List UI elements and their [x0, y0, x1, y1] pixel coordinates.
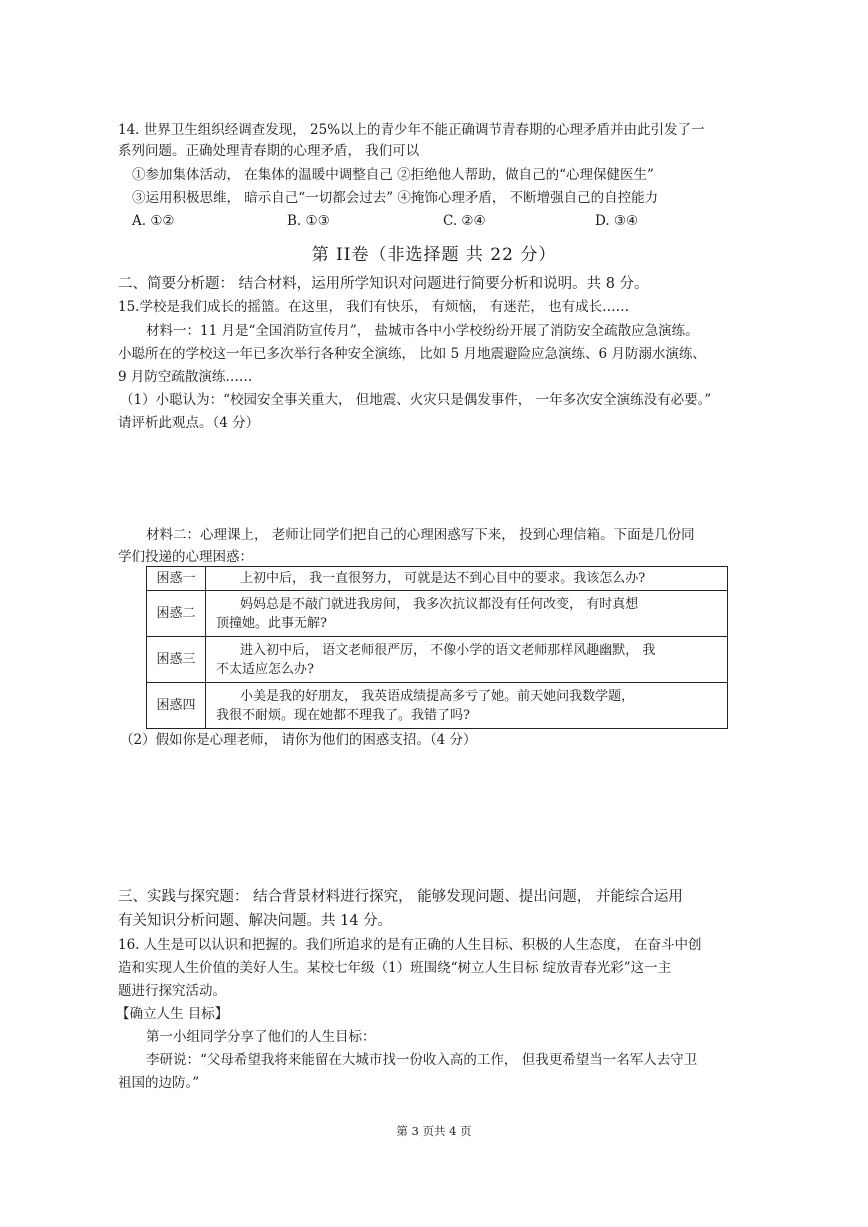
trouble-label: 困惑二	[147, 591, 206, 637]
trouble-text-line1: 妈妈总是不敲门就进我房间， 我多次抗议都没有任何改变， 有时真想	[240, 596, 639, 612]
q15-2: （2）假如你是心理老师， 请你为他们的困惑支招。（4 分）	[120, 732, 477, 748]
li-quote-line1: 李研说：“父母希望我将来能留在大城市找一份收入高的工作， 但我更希望当一名军人去守卫	[146, 1052, 698, 1068]
table-row	[147, 683, 728, 729]
trouble-label: 困惑一	[147, 567, 206, 591]
q15-intro: 15.学校是我们成长的摇篮。在这里， 我们有快乐， 有烦恼， 有迷茫， 也有成长……	[118, 299, 630, 315]
trouble-text-line1: 上初中后， 我一直很努力， 可就是达不到心目中的要求。我该怎么办?	[240, 571, 646, 586]
q14-options-line1: ①参加集体活动， 在集体的温暖中调整自己 ②拒绝他人帮助，做自己的“心理保健医生”	[132, 167, 654, 183]
trouble-text	[206, 567, 728, 591]
trouble-label: 困惑四	[147, 683, 206, 729]
table-row	[147, 591, 728, 637]
trouble-text-line1: 小美是我的好朋友， 我英语成绩提高多亏了她。前天她问我数学题，	[240, 688, 635, 704]
group1-intro: 第一小组同学分享了他们的人生目标：	[146, 1029, 376, 1045]
table-row	[147, 567, 728, 591]
trouble-label: 困惑三	[147, 637, 206, 683]
material1-line2: 小聪所在的学校这一年已多次举行各种安全演练， 比如 5 月地震避险应急演练、6 月防溺水演练、	[118, 346, 706, 362]
trouble-text-line2: 我很不耐烦。现在她都不理我了。我错了吗?	[216, 707, 470, 723]
trouble-table	[146, 566, 728, 729]
material2-line2: 学们投递的心理困惑：	[118, 549, 253, 565]
trouble-text	[206, 591, 728, 637]
q15-1-line1: （1）小聪认为：“校园安全事关重大， 但地震、火灾只是偶发事件， 一年多次安全演练没有必要。”	[120, 392, 712, 408]
subsection-heading: 【确立人生 目标】	[116, 1006, 229, 1022]
q14-stem-line1: 14. 世界卫生组织经调查发现， 25%以上的青少年不能正确调节青春期的心理矛盾并由此引发了一	[118, 122, 705, 138]
trouble-text	[206, 637, 728, 683]
q16-line2: 造和实现人生价值的美好人生。某校七年级（1）班围绕“树立人生目标 绽放青春光彩”这一主	[118, 960, 672, 976]
section2-heading: 二、简要分析题： 结合材料，运用所学知识对问题进行简要分析和说明。共 8 分。	[118, 276, 649, 292]
page-number: 第 3 页共 4 页	[396, 1124, 472, 1138]
section3-heading-line1: 三、实践与探究题： 结合背景材料进行探究， 能够发现问题、提出问题， 并能综合运用	[118, 889, 683, 905]
q14-stem-line2: 系列问题。正确处理青春期的心理矛盾， 我们可以	[118, 143, 420, 159]
trouble-text-line1: 进入初中后， 语文老师很严厉， 不像小学的语文老师那样风趣幽默， 我	[240, 642, 656, 658]
material1-line1: 材料一：11 月是“全国消防宣传月”， 盐城市各中小学校纷纷开展了消防安全疏散应急演练。	[146, 323, 699, 339]
material2-line1: 材料二：心理课上， 老师让同学们把自己的心理困惑写下来， 投到心理信箱。下面是几份同	[146, 527, 695, 543]
material1-line3: 9 月防空疏散演练……	[118, 369, 253, 385]
q14-choice-d: D. ③④	[595, 213, 639, 229]
q14-choice-b: B. ①③	[287, 213, 330, 229]
q14-choice-a: A. ①②	[132, 213, 175, 229]
q14-choice-c: C. ②④	[443, 213, 486, 229]
trouble-text	[206, 683, 728, 729]
trouble-text-line2: 顶撞她。此事无解?	[216, 615, 327, 631]
trouble-text-line2: 不太适应怎么办?	[216, 661, 314, 677]
li-quote-line2: 祖国的边防。”	[118, 1075, 200, 1091]
q16-line1: 16. 人生是可以认识和把握的。我们所追求的是有正确的人生目标、积极的人生态度， 在奋斗中创	[118, 937, 702, 953]
table-row	[147, 637, 728, 683]
q14-options-line2: ③运用积极思维， 暗示自己“一切都会过去” ④掩饰心理矛盾， 不断增强自己的自控能力	[132, 190, 659, 206]
section3-heading-line2: 有关知识分析问题、解决问题。共 14 分。	[118, 913, 393, 929]
q15-1-line2: 请评析此观点。（4 分）	[118, 415, 260, 431]
part2-title: 第 II卷（非选择题 共 22 分）	[311, 245, 557, 265]
q16-line3: 题进行探究活动。	[118, 983, 226, 999]
